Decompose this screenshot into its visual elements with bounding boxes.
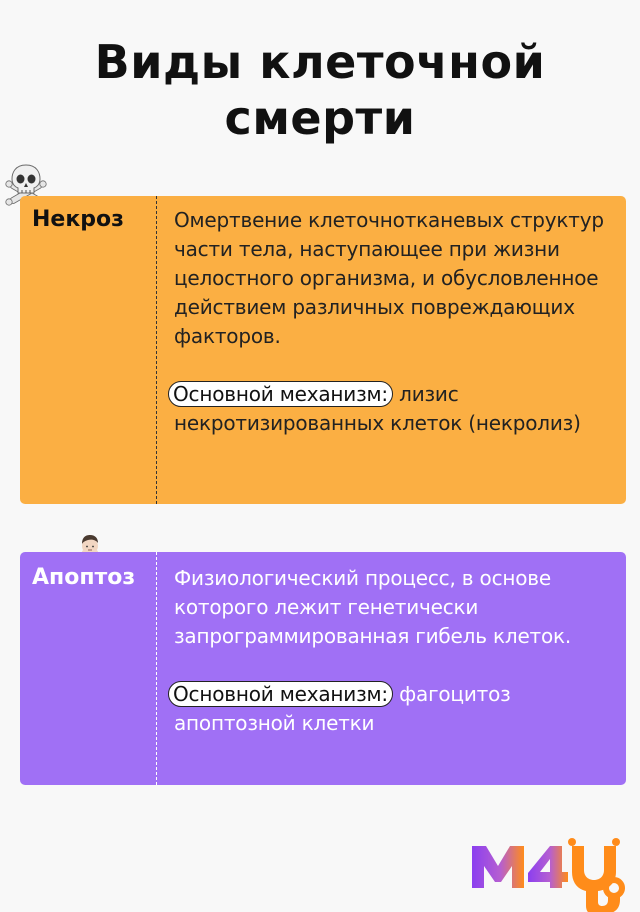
necrosis-card <box>20 196 626 504</box>
necrosis-dashed-divider <box>156 196 157 504</box>
apoptosis-description: Физиологический процесс, в основе которого лежит генетически запрограммированная гибель клеток. <box>174 566 572 648</box>
m4u-logo <box>468 832 638 912</box>
apoptosis-card <box>20 552 626 785</box>
necrosis-mechanism <box>174 380 614 438</box>
page-title-line-1: Виды клеточной <box>94 35 546 89</box>
necrosis-mechanism-text: лизис некротизированных клеток (некролиз) <box>174 382 581 435</box>
necrosis-label: Некроз <box>32 207 124 232</box>
apoptosis-mechanism <box>174 680 614 738</box>
page-title-line-2: смерти <box>224 91 416 145</box>
apoptosis-mechanism-badge: Основной механизм: <box>168 681 393 707</box>
apoptosis-mechanism-text: фагоцитоз апоптозной клетки <box>174 682 511 735</box>
page-title <box>0 34 640 146</box>
apoptosis-text <box>174 564 614 738</box>
apoptosis-label: Апоптоз <box>32 565 136 590</box>
apoptosis-dashed-divider <box>156 552 157 785</box>
necrosis-description: Омертвение клеточнотканевых структур части тела, наступающее при жизни целостного организма, и обусловленное действием различных повреждающих факторов. <box>174 208 604 348</box>
necrosis-mechanism-badge: Основной механизм: <box>168 381 393 407</box>
necrosis-text <box>174 206 614 438</box>
